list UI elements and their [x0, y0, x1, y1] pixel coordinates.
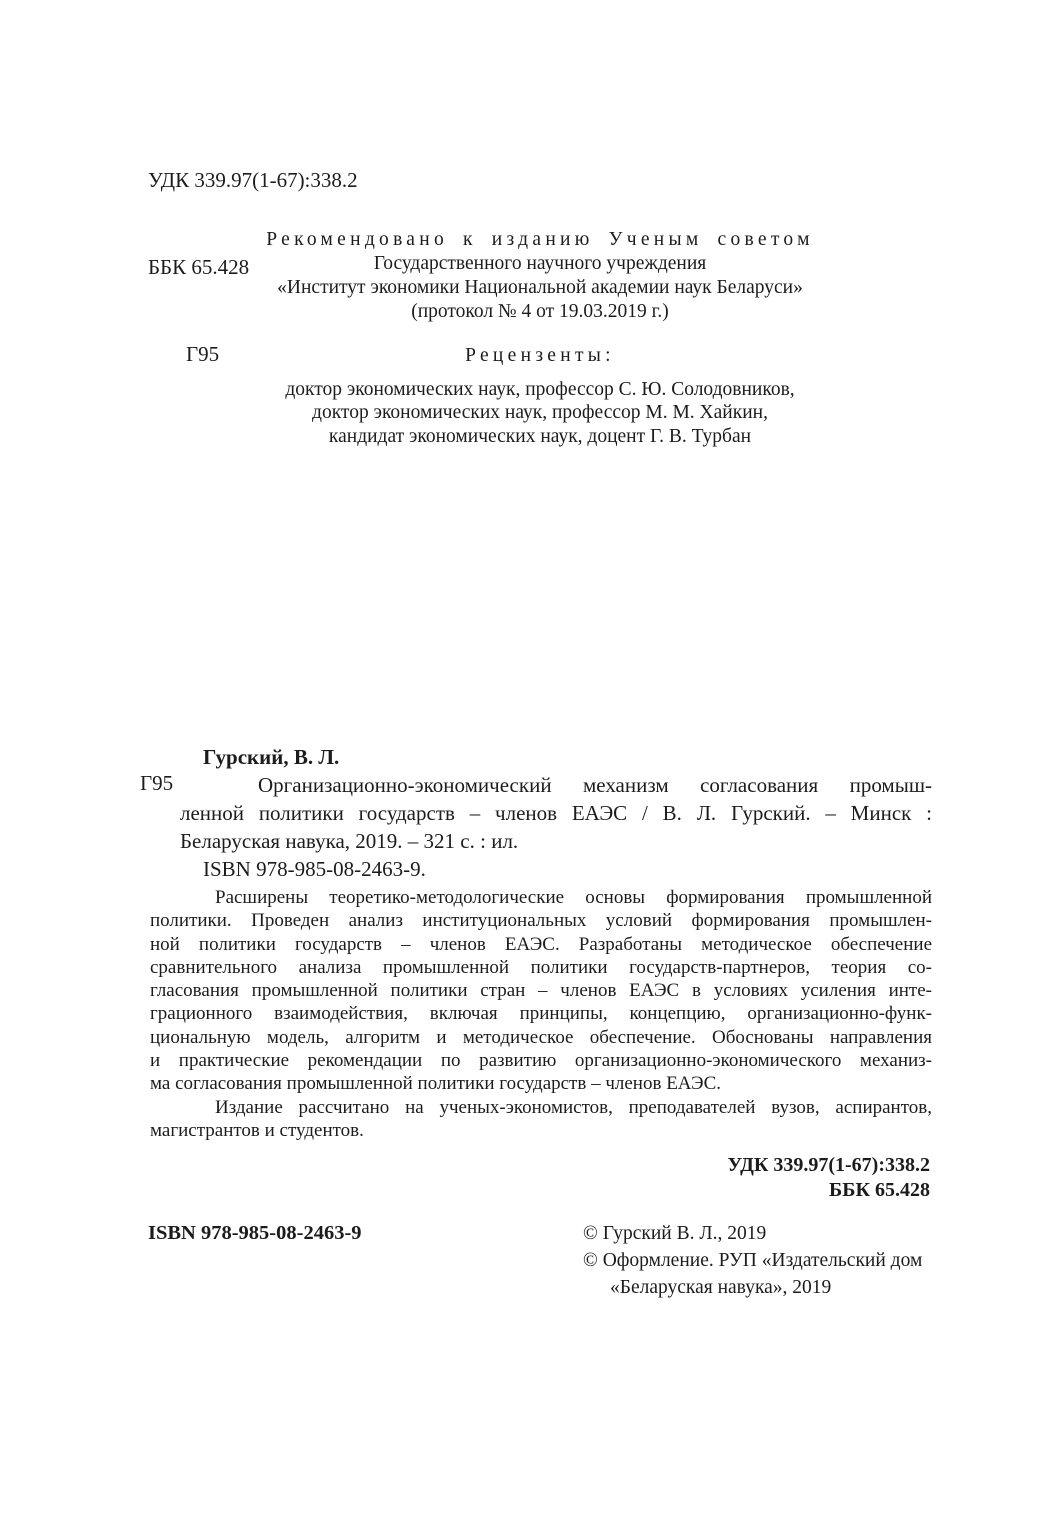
- recommendation-block: [148, 228, 932, 324]
- recommendation-line: Рекомендовано к изданию Ученым советом: [266, 229, 814, 250]
- biblio-author: Гурский, В. Л.: [203, 745, 340, 769]
- bibliographic-record: [180, 743, 932, 883]
- annotation-line: циональную модель, алгоритм и методическое обеспечение. Обоснованы направления: [150, 1026, 932, 1048]
- biblio-line: Беларуская навука, 2019. – 321 с. : ил.: [180, 829, 519, 853]
- annotation-line: политики. Проведен анализ институциональных условий формирования промышлен-: [150, 910, 932, 932]
- biblio-isbn-line: ISBN 978-985-08-2463-9.: [203, 857, 426, 881]
- footer-isbn: ISBN 978-985-08-2463-9: [148, 1222, 362, 1244]
- recommendation-line: Государственного научного учреждения: [373, 253, 707, 274]
- annotation-line: сравнительного анализа промышленной политики государств-партнеров, теория со-: [150, 956, 932, 978]
- annotation-line: Издание рассчитано на ученых-экономистов, преподавателей вузов, аспирантов,: [215, 1096, 932, 1118]
- annotation-line: магистрантов и студентов.: [150, 1119, 364, 1141]
- biblio-line: Организационно-экономический механизм согласования промыш-: [258, 773, 932, 797]
- annotation-block: [150, 886, 932, 1142]
- copyright-line: «Беларуская навука», 2019: [610, 1277, 832, 1298]
- recommendation-line: «Институт экономики Национальной академии наук Беларуси»: [277, 277, 803, 298]
- copyright-line: © Гурский В. Л., 2019: [583, 1223, 767, 1244]
- reviewer-line: доктор экономических наук, профессор М. М. Хайкин,: [312, 402, 768, 423]
- bbk-code: ББК 65.428: [148, 255, 250, 279]
- author-sign-code: Г95: [186, 342, 220, 366]
- annotation-line: грационного взаимодействия, включая принципы, концепцию, организационно-функ-: [150, 1003, 932, 1025]
- reviewer-line: доктор экономических наук, профессор С. Ю. Солодовников,: [285, 378, 795, 400]
- copyright-line: © Оформление. РУП «Издательский дом: [583, 1250, 923, 1271]
- recommendation-line: (протокол № 4 от 19.03.2019 г.): [411, 301, 669, 322]
- annotation-line: гласования промышленной политики стран – членов ЕАЭС в условиях усиления инте-: [150, 980, 932, 1002]
- biblio-margin-code: Г95: [140, 771, 174, 795]
- reviewer-line: кандидат экономических наук, доцент Г. В. Турбан: [328, 425, 752, 447]
- copyright-block: [583, 1220, 922, 1301]
- bbk-code-bottom: ББК 65.428: [829, 1179, 930, 1201]
- udk-code: УДК 339.97(1-67):338.2: [148, 168, 358, 192]
- annotation-line: ма согласования промышленной политики государств – членов ЕАЭС.: [150, 1073, 722, 1095]
- annotation-line: и практические рекомендации по развитию организационно-экономического механиз-: [150, 1050, 932, 1072]
- annotation-line: Расширены теоретико-методологические основы формирования промышленной: [215, 887, 932, 908]
- reviewers-heading: Рецензенты:: [465, 345, 615, 366]
- udk-code-bottom: УДК 339.97(1-67):338.2: [727, 1154, 930, 1176]
- biblio-line: ленной политики государств – членов ЕАЭС / В. Л. Гурский. – Минск :: [180, 801, 932, 825]
- bottom-classification-codes: [148, 1153, 930, 1203]
- annotation-line: ной политики государств – членов ЕАЭС. Разработаны методическое обеспечение: [150, 933, 932, 955]
- reviewers-block: [148, 344, 932, 448]
